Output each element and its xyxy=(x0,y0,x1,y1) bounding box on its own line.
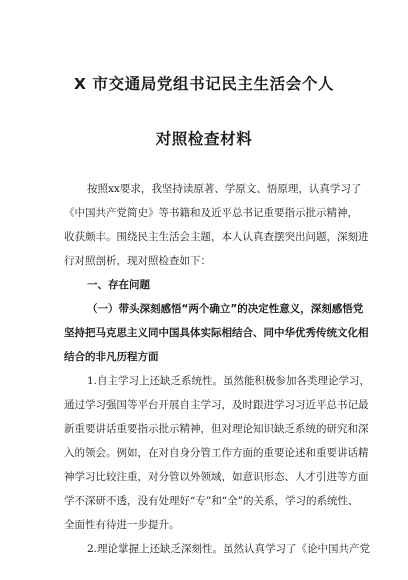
document-title-line2: 对照检查材料 xyxy=(155,130,253,148)
point1-line-6: 学不深研不透，没有处理好“专”和“全”的关系，学习的系统性、 xyxy=(64,495,359,507)
intro-line-3: 收获颇丰。围绕民主生活会主题，本人认真查摆突出问题，深刻进 xyxy=(64,231,369,243)
intro-line-1: 按照xx要求，我坚持读原著、学原文、悟原理，认真学习了 xyxy=(87,183,362,195)
intro-line-4: 行对照剖析，现对照检查如下： xyxy=(64,255,211,267)
document-title-line1: X 市交通局党组书记民主生活会个人 xyxy=(73,75,335,93)
subsection-heading-line-3: 结合的非凡历程方面 xyxy=(64,351,159,363)
subsection-heading-line-1: （一）带头深刻感悟“两个确立”的决定性意义，深刻感悟党 xyxy=(87,303,364,315)
point2-line-1: 2.理论掌握上还缺乏深刻性。虽然认真学习了《论中国共产党 xyxy=(87,543,371,555)
point1-line-4: 入的领会。例如，在对自身分管工作方面的重要论述和重要讲话精 xyxy=(64,447,369,459)
point1-line-7: 全面性有待进一步提升。 xyxy=(64,519,180,531)
point1-line-5: 神学习比较注重，对分管以外领域，如意识形态、人才引进等方面 xyxy=(64,471,369,483)
section-heading: 一、存在问题 xyxy=(87,279,150,291)
subsection-heading-line-2: 坚持把马克思主义同中国具体实际相结合、同中华优秀传统文化相 xyxy=(64,327,369,339)
point1-line-3: 新重要讲话重要指示批示精神，但对理论知识缺乏系统的研究和深 xyxy=(64,423,369,435)
point1-line-1: 1.自主学习上还缺乏系统性。虽然能积极参加各类理论学习， xyxy=(87,375,371,387)
intro-line-2: 《中国共产党简史》等书籍和及近平总书记重要指示批示精神， xyxy=(64,207,358,219)
point1-line-2: 通过学习强国等平台开展自主学习，及时跟进学习习近平总书记最 xyxy=(64,399,369,411)
